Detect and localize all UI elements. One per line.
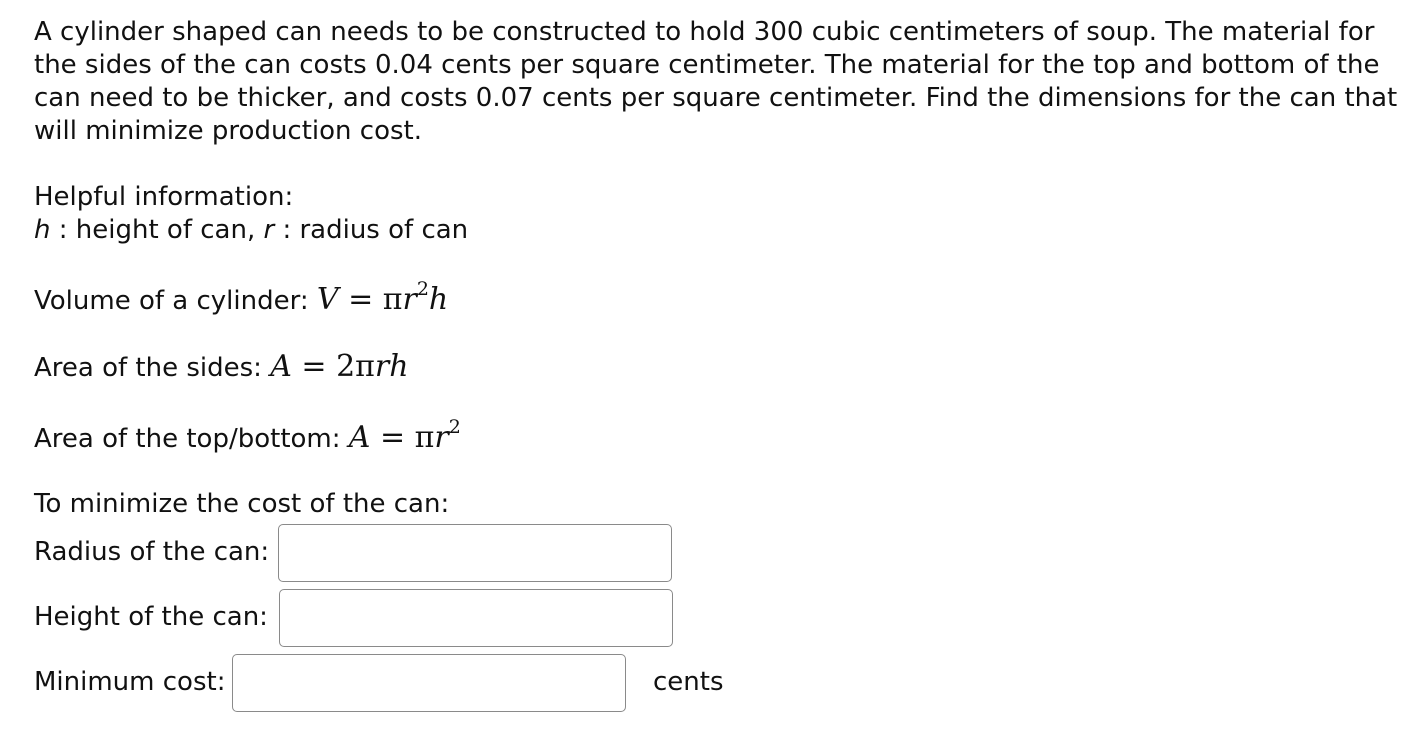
var-h-desc: : height of can, — [50, 215, 264, 245]
volume-formula-exp: 2 — [416, 278, 429, 300]
height-input[interactable] — [279, 589, 673, 647]
volume-formula-lhs: V — [316, 282, 339, 317]
sides-formula-eq: = 2π — [291, 349, 375, 384]
volume-formula-h: h — [428, 282, 449, 317]
height-label: Height of the can: — [34, 602, 268, 632]
volume-formula-line — [34, 278, 449, 318]
topbottom-formula-exp: 2 — [448, 416, 461, 438]
cost-input[interactable] — [232, 654, 626, 712]
volume-formula-r: r — [402, 282, 417, 317]
var-r-desc: : radius of can — [274, 215, 469, 245]
topbottom-label: Area of the top/bottom: — [34, 424, 349, 454]
problem-statement: A cylinder shaped can needs to be constructed to hold 300 cubic centimeters of soup. The material for the sides of the can costs 0.04 cents per square centimeter. The material for the top and bottom of the can need to be thicker, and costs 0.07 cents per square centimeter. Find the dimensions for the can that will minimize production cost. — [34, 17, 1398, 146]
volume-formula — [316, 278, 449, 317]
helpful-info-heading: Helpful information: — [34, 182, 294, 212]
radius-input[interactable] — [278, 524, 672, 582]
sides-label: Area of the sides: — [34, 353, 271, 383]
cost-label: Minimum cost: — [34, 667, 226, 697]
var-r: r — [263, 215, 275, 245]
sides-formula-lhs: A — [270, 349, 292, 384]
volume-formula-eq: = π — [338, 282, 403, 317]
cost-unit: cents — [653, 667, 724, 697]
topbottom-formula — [348, 416, 461, 455]
var-h: h — [34, 215, 51, 245]
sides-formula — [270, 349, 408, 384]
answers-heading: To minimize the cost of the can: — [34, 489, 450, 519]
topbottom-formula-eq: = π — [370, 420, 435, 455]
sides-formula-line — [34, 350, 409, 385]
variable-definitions — [34, 214, 468, 247]
sides-formula-rest: rh — [374, 349, 409, 384]
volume-label: Volume of a cylinder: — [34, 286, 317, 316]
radius-label: Radius of the can: — [34, 537, 270, 567]
topbottom-formula-r: r — [434, 420, 449, 455]
topbottom-formula-line — [34, 416, 461, 456]
topbottom-formula-lhs: A — [348, 420, 371, 455]
